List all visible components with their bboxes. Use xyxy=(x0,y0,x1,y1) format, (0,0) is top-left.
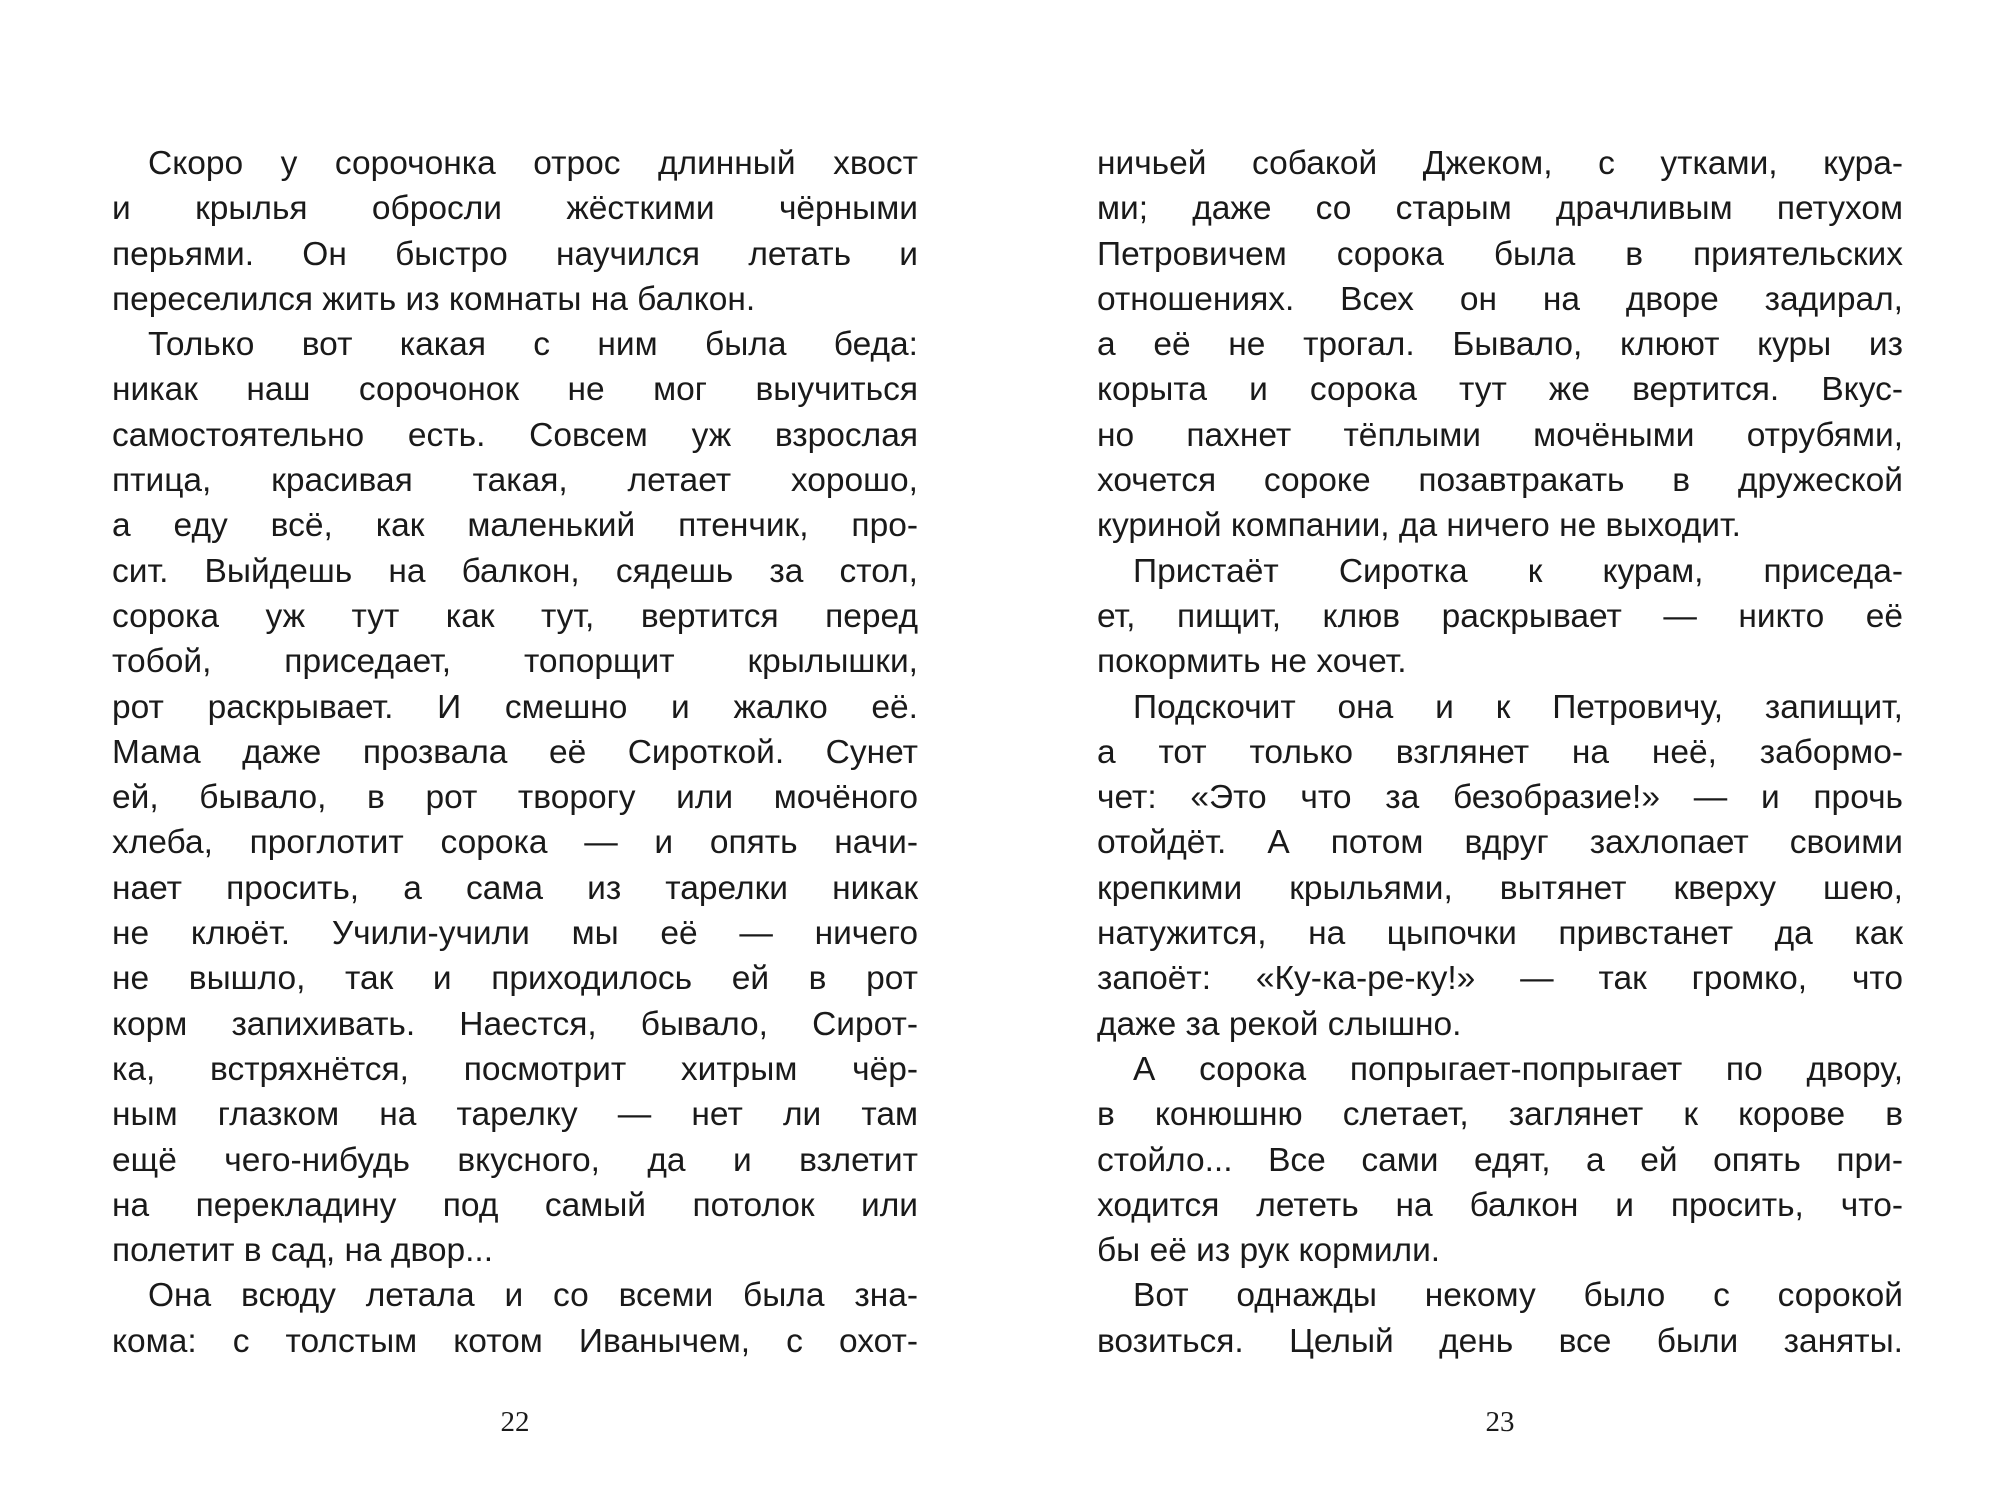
text-line: птица, красивая такая, летает хорошо, xyxy=(112,462,918,500)
text-line: чет: «Это что за безобразие!» — и прочь xyxy=(1097,779,1903,817)
text-line: Пристаёт Сиротка к курам, приседа- xyxy=(1133,552,1903,590)
text-line: ным глазком на тарелку — нет ли там xyxy=(112,1096,918,1134)
text-line: тобой, приседает, топорщит крылышки, xyxy=(112,643,918,681)
text-line: не клюёт. Учили-учили мы её — ничего xyxy=(112,915,918,953)
text-line: Скоро у сорочонка отрос длинный хвост xyxy=(148,145,918,182)
text-line: а тот только взглянет на неё, забормо- xyxy=(1097,733,1903,771)
text-line: Подскочит она и к Петровичу, запищит, xyxy=(1133,688,1903,726)
text-line: никак наш сорочонок не мог выучиться xyxy=(112,371,918,409)
text-line: полетит в сад, на двор... xyxy=(112,1232,494,1270)
text-line: ет, пищит, клюв раскрывает — никто её xyxy=(1097,597,1903,635)
text-line: запоёт: «Ку-ка-ре-ку!» — так громко, что xyxy=(1097,960,1903,998)
text-line: на перекладину под самый потолок или xyxy=(112,1186,918,1224)
text-line: Мама даже прозвала её Сироткой. Сунет xyxy=(112,733,918,771)
text-line: возиться. Целый день все были заняты. xyxy=(1097,1322,1903,1360)
text-line: ещё чего-нибудь вкусного, да и взлетит xyxy=(112,1141,918,1179)
text-line: натужится, на цыпочки привстанет да как xyxy=(1097,915,1903,953)
text-line: но пахнет тёплыми мочёными отрубями, xyxy=(1097,416,1903,454)
text-line: перьями. Он быстро научился летать и xyxy=(112,235,918,273)
text-line: в конюшню слетает, заглянет к корове в xyxy=(1097,1096,1903,1134)
left-page xyxy=(112,0,932,1500)
text-line: нает просить, а сама из тарелки никак xyxy=(112,869,918,907)
text-line: Вот однажды некому было с сорокой xyxy=(1133,1277,1903,1315)
text-line: А сорока попрыгает-попрыгает по двору, xyxy=(1133,1050,1903,1088)
text-line: и крылья обросли жёсткими чёрными xyxy=(112,190,918,228)
text-line: рот раскрывает. И смешно и жалко её. xyxy=(112,688,918,726)
text-line: ей, бывало, в рот творогу или мочёного xyxy=(112,779,918,817)
text-line: даже за рекой слышно. xyxy=(1097,1005,1462,1043)
text-line: ми; даже со старым драчливым петухом xyxy=(1097,190,1903,228)
text-line: ка, встряхнётся, посмотрит хитрым чёр- xyxy=(112,1050,918,1088)
page-number: 22 xyxy=(500,1406,530,1438)
text-line: куриной компании, да ничего не выходит. xyxy=(1097,507,1741,545)
text-line: кома: с толстым котом Иванычем, с охот- xyxy=(112,1322,918,1360)
text-line: не вышло, так и приходилось ей в рот xyxy=(112,960,918,998)
text-line: переселился жить из комнаты на балкон. xyxy=(112,280,756,318)
text-line: а её не трогал. Бывало, клюют куры из xyxy=(1097,326,1903,364)
text-line: сит. Выйдешь на балкон, сядешь за стол, xyxy=(112,552,918,590)
text-line: корыта и сорока тут же вертится. Вкус- xyxy=(1097,371,1903,409)
text-line: хлеба, проглотит сорока — и опять начи- xyxy=(112,824,918,862)
left-page-text xyxy=(112,141,918,1364)
text-line: бы её из рук кормили. xyxy=(1097,1232,1441,1270)
right-page-text xyxy=(1097,141,1903,1364)
text-line: отношениях. Всех он на дворе задирал, xyxy=(1097,280,1903,318)
text-line: стойло... Все сами едят, а ей опять при- xyxy=(1097,1141,1903,1179)
text-line: покормить не хочет. xyxy=(1097,643,1407,681)
text-line: ничьей собакой Джеком, с утками, кура- xyxy=(1097,145,1903,182)
right-page xyxy=(1097,0,1917,1500)
text-line: а еду всё, как маленький птенчик, про- xyxy=(112,507,918,545)
text-line: сорока уж тут как тут, вертится перед xyxy=(112,597,918,635)
text-line: корм запихивать. Наестся, бывало, Сирот- xyxy=(112,1005,918,1043)
text-line: ходится лететь на балкон и просить, что- xyxy=(1097,1186,1903,1224)
text-line: самостоятельно есть. Совсем уж взрослая xyxy=(112,416,918,454)
text-line: Только вот какая с ним была беда: xyxy=(148,326,918,364)
text-line: крепкими крыльями, вытянет кверху шею, xyxy=(1097,869,1903,907)
text-line: отойдёт. А потом вдруг захлопает своими xyxy=(1097,824,1903,862)
text-line: Она всюду летала и со всеми была зна- xyxy=(148,1277,918,1315)
page-number: 23 xyxy=(1485,1406,1515,1438)
text-line: Петровичем сорока была в приятельских xyxy=(1097,235,1903,273)
text-line: хочется сороке позавтракать в дружеской xyxy=(1097,462,1903,500)
